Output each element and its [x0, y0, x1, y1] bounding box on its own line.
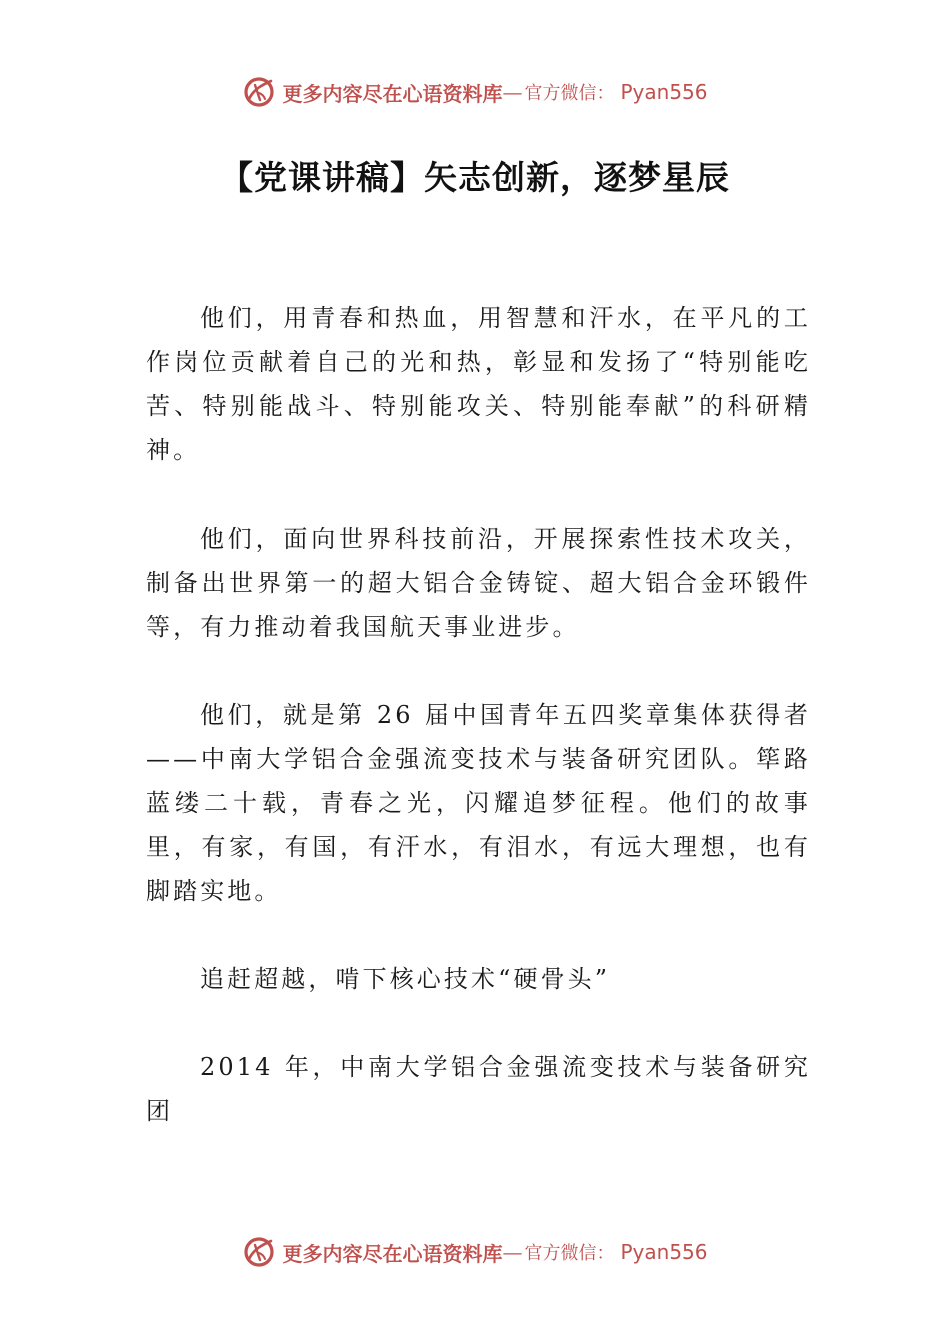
watermark-label: 官方微信： — [524, 83, 615, 104]
watermark-label: 官方微信： — [524, 1243, 615, 1264]
paragraph-1: 他们，用青春和热血，用智慧和汗水，在平凡的工作岗位贡献着自己的光和热，彰显和发扬了“特别能吃苦、特别能战斗、特别能攻关、特别能奉献”的科研精神。 — [146, 304, 811, 464]
paragraph-5: 2014 年，中南大学铝合金强流变技术与装备研究团 — [146, 1053, 811, 1125]
document-body — [146, 296, 811, 1178]
calligraphy-seal-icon — [242, 75, 276, 109]
calligraphy-seal-icon — [242, 1235, 276, 1269]
watermark-wechat-id: Pyan556 — [620, 1240, 708, 1264]
section-heading: 追赶超越，啃下核心技术“硬骨头” — [200, 965, 611, 993]
header-watermark — [0, 72, 950, 112]
watermark-dash: — — [502, 1240, 523, 1264]
watermark-dash: — — [502, 80, 523, 104]
watermark-wechat-id: Pyan556 — [620, 80, 708, 104]
footer-watermark — [0, 1232, 950, 1272]
watermark-brand: 更多内容尽在心语资料库 — [282, 1241, 503, 1266]
watermark-brand: 更多内容尽在心语资料库 — [282, 81, 503, 106]
paragraph-3: 他们，就是第 26 届中国青年五四奖章集体获得者——中南大学铝合金强流变技术与装备研究团队。筚路蓝缕二十载，青春之光，闪耀追梦征程。他们的故事里，有家，有国，有汗水，有泪水，有远大理想，也有脚踏实地。 — [146, 701, 811, 905]
document-title: 【党课讲稿】矢志创新，逐梦星辰 — [220, 158, 730, 197]
paragraph-2: 他们，面向世界科技前沿，开展探索性技术攻关，制备出世界第一的超大铝合金铸锭、超大铝合金环锻件等，有力推动着我国航天事业进步。 — [146, 525, 811, 641]
